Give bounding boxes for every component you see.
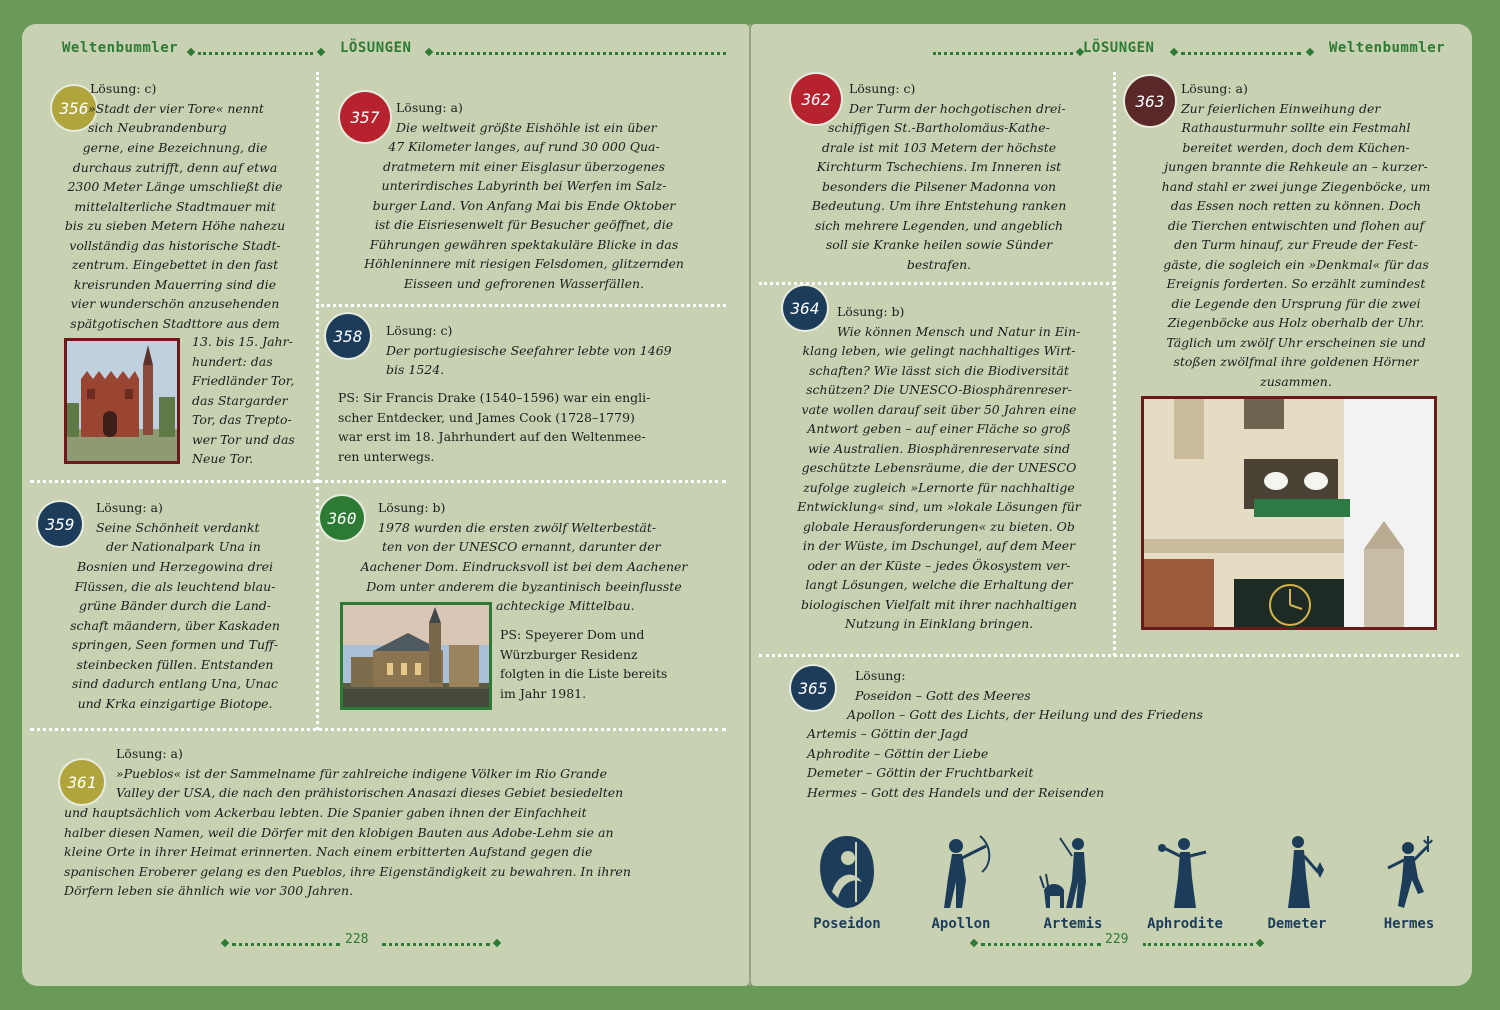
entry-360-line: ten von der UNESCO ernannt, darunter der [382, 539, 661, 554]
entry-357-line: Die weltweit größte Eishöhle ist ein über [396, 119, 657, 135]
god-aphrodite [1143, 832, 1227, 932]
entry-358-ps-line: ren unterwegs. [338, 448, 435, 464]
entry-364-line: vate wollen darauf seit über 50 Jahren eine [801, 401, 1077, 417]
god-poseidon [805, 832, 889, 932]
entry-360-head [378, 498, 718, 557]
entry-356-line: zentrum. Eingebettet in den fast [71, 257, 279, 272]
entry-361-line: »Pueblos« ist der Sammelname für zahlreiche indigene Völker im Rio Grande [116, 765, 607, 781]
god-artemis [1031, 832, 1115, 932]
divider-horizontal [30, 480, 726, 483]
entry-361-head [116, 744, 726, 803]
entry-360-line: Aachener Dom. Eindrucksvoll ist bei dem Aachener [360, 559, 688, 574]
entry-357-line: Eisseen und gefrorenen Wasserfällen. [403, 275, 645, 291]
artemis-icon [1038, 832, 1108, 912]
entry-363-line: Täglich um zwölf Uhr erscheinen sie und [1166, 334, 1426, 350]
entry-356-wrap [192, 332, 316, 469]
entry-356-line: hundert: das [192, 353, 273, 369]
aphrodite-icon [1150, 832, 1220, 912]
entry-365-head [855, 666, 1235, 705]
entry-359-line: springen, Seen formen und Tuff- [71, 637, 279, 652]
header-dots [436, 52, 726, 55]
entry-365-label: Lösung: [855, 668, 906, 683]
entry-363-line: stoßen zwölfmal ihre goldenen Hörner [1173, 354, 1419, 369]
entry-362-head [849, 79, 1109, 118]
entry-363-body [1121, 118, 1471, 391]
entry-badge-356: 356 [52, 86, 96, 130]
entry-357-line: burger Land. Von Anfang Mai bis Ende Oktober [372, 197, 676, 213]
entry-362-line: sich mehrere Legenden, und angeblich [814, 217, 1064, 233]
entry-362-body [765, 118, 1113, 274]
entry-356-line: 13. bis 15. Jahr- [192, 334, 293, 349]
god-name: Aphrodite [1147, 916, 1223, 932]
entry-359-body [30, 557, 320, 713]
photo-town-hall-clock [1141, 396, 1437, 630]
entry-363-line: das Essen noch retten zu können. Doch [1170, 198, 1422, 213]
entry-363-head [1181, 79, 1461, 118]
entry-364-line: Entwicklung« sind, um »lokale Lösungen für [797, 499, 1081, 514]
entry-364-line: in der Wüste, im Dschungel, auf dem Meer [802, 538, 1076, 553]
photo-neubrandenburg-gate [64, 338, 180, 464]
footer-dots [1143, 943, 1253, 946]
entry-357-body [322, 137, 726, 293]
entry-361-line: Dörfern leben sie ähnlich wie vor 300 Jahren. [64, 883, 354, 898]
entry-365-body [807, 724, 1307, 802]
entry-badge-359: 359 [38, 502, 82, 546]
entry-363-label: Lösung: a) [1181, 81, 1248, 96]
entry-357-head [396, 98, 696, 137]
entry-359-line: schaft mäandern, über Kaskaden [70, 617, 280, 633]
right-section-title: LÖSUNGEN [1083, 40, 1155, 56]
header-ornament [1170, 48, 1178, 56]
entry-358-head [386, 321, 716, 380]
header-dots [198, 52, 313, 55]
entry-363-line: hand stahl er zwei junge Ziegenböcke, um [1161, 178, 1431, 194]
entry-356-line: sich Neubrandenburg [88, 120, 227, 135]
hermes-icon [1374, 832, 1444, 912]
entry-364-line: globale Herausforderungen« zu bieten. Ob [803, 518, 1075, 534]
entry-365-line: Apollon – Gott des Lichts, der Heilung und des Friedens [847, 707, 1203, 722]
footer-ornament [970, 939, 978, 947]
entry-358-line: bis 1524. [386, 362, 445, 377]
entry-359-line: Flüssen, die als leuchtend blau- [74, 578, 276, 594]
entry-357-line: dratmetern mit einer Eisglasur überzogenes [383, 158, 665, 174]
entry-363-line: jungen brannte die Rehkeule an – kurzer- [1164, 159, 1428, 174]
entry-356-line: gerne, eine Bezeichnung, die [82, 140, 268, 155]
entry-361-line: spanischen Eroberer gelang es den Pueblos, ihre Eigenständigkeit zu bewahren. In ihren [64, 863, 631, 879]
footer-dots [232, 943, 340, 946]
entry-356-line: mittelalterliche Stadtmauer mit [74, 198, 276, 214]
god-hermes [1367, 832, 1451, 932]
entry-360-line: achteckige Mittelbau. [496, 598, 635, 613]
entry-362-line: soll sie Kranke heilen sowie Sünder [825, 237, 1053, 252]
entry-364-head [837, 302, 1107, 341]
entry-363-line: den Turm hinauf, zur Freude der Fest- [1174, 237, 1418, 252]
entry-badge-361: 361 [60, 760, 104, 804]
entry-362-line: bestrafen. [906, 256, 972, 272]
entry-356-line: wer Tor und das [192, 431, 295, 447]
entry-356-line: 2300 Meter Länge umschließt die [67, 179, 283, 194]
entry-365-line: Poseidon – Gott des Meeres [855, 687, 1031, 703]
entry-356-label: Lösung: c) [90, 81, 157, 96]
entry-363-line: zusammen. [1260, 373, 1332, 389]
entry-362-line: schiffigen St.-Bartholomäus-Kathe- [828, 120, 1050, 135]
demeter-icon [1262, 832, 1332, 912]
entry-356-line: vier wunderschön anzusehenden [70, 296, 280, 311]
entry-358-label: Lösung: c) [386, 323, 453, 338]
entry-364-line: oder an der Küste – jedes Ökosystem ver- [807, 557, 1071, 573]
header-dots [933, 52, 1073, 55]
entry-356-line: spätgotischen Stadttore aus dem [70, 315, 280, 331]
entry-360-tail [496, 596, 726, 616]
apollon-icon [926, 832, 996, 912]
entry-356-line: bis zu sieben Metern Höhe nahezu [64, 218, 286, 233]
divider-horizontal [759, 654, 1459, 657]
entry-360-label: Lösung: b) [378, 500, 446, 515]
god-name: Demeter [1267, 916, 1327, 932]
entry-365-line: Hermes – Gott des Handels und der Reisenden [807, 784, 1105, 800]
gate-illustration [67, 341, 177, 461]
entry-360-ps-line: im Jahr 1981. [500, 685, 587, 701]
entry-356-line: kreisrunden Mauerring sind die [73, 276, 277, 292]
entry-356-line: durchaus zutrifft, denn auf etwa [72, 159, 278, 175]
god-name: Poseidon [813, 916, 881, 932]
entry-364-line: langt Lösungen, welche die Erhaltung der [805, 577, 1073, 592]
header-dots [1181, 52, 1301, 55]
right-running-title: Weltenbummler [1329, 40, 1446, 56]
entry-363-line: bereitet werden, doch dem Küchen- [1182, 139, 1410, 155]
entry-363-line: Rathausturmuhr sollte ein Festmahl [1181, 120, 1411, 135]
entry-364-line: Wie können Mensch und Natur in Ein- [837, 323, 1081, 339]
entry-357-line: Führungen gewähren spektakuläre Blicke in das [369, 236, 679, 252]
entry-358-line: Der portugiesische Seefahrer lebte von 1469 [386, 342, 672, 358]
divider-vertical [1113, 72, 1116, 656]
entry-358-ps [338, 388, 718, 466]
footer-dots [981, 943, 1101, 946]
entry-364-line: schützen? Die UNESCO-Biosphärenreser- [806, 382, 1072, 397]
entry-358-ps-line: scher Entdecker, und James Cook (1728–1779) [338, 409, 635, 425]
entry-359-label: Lösung: a) [96, 500, 163, 515]
entry-362-label: Lösung: c) [849, 81, 916, 96]
entry-356-line: »Stadt der vier Tore« nennt [88, 100, 264, 116]
entry-364-line: wie Australien. Biosphärenreservate sind [808, 440, 1070, 456]
entry-359-line: steinbecken füllen. Entstanden [76, 656, 274, 672]
entry-357-label: Lösung: a) [396, 100, 463, 115]
entry-359-head [96, 498, 316, 557]
entry-badge-360: 360 [320, 496, 364, 540]
header-ornament [1306, 48, 1314, 56]
god-name: Apollon [931, 916, 991, 932]
entry-356-line: Friedländer Tor, [192, 373, 295, 388]
cathedral-illustration [343, 605, 489, 707]
entry-360-ps-line: folgten in die Liste bereits [500, 666, 668, 681]
divider-horizontal [316, 304, 726, 307]
entry-badge-358: 358 [326, 314, 370, 358]
footer-ornament [221, 939, 229, 947]
photo-aachen-cathedral [340, 602, 492, 710]
entry-363-line: gäste, die sogleich ein »Denkmal« für das [1163, 256, 1429, 272]
god-name: Artemis [1043, 916, 1103, 932]
entry-361-label: Lösung: a) [116, 746, 183, 761]
entry-360-ps [500, 625, 720, 703]
entry-364-body [765, 341, 1113, 634]
entry-364-line: biologischen Vielfalt mit ihrer nachhaltigen [801, 596, 1077, 612]
entry-356-line: Neue Tor. [192, 451, 254, 466]
entry-357-line: ist die Eisriesenwelt für Besucher geöffnet, die [374, 217, 674, 232]
entry-365-apollon [847, 705, 1347, 725]
entry-358-ps-line: PS: Sir Francis Drake (1540–1596) war ein engli- [338, 390, 651, 405]
entry-357-line: 47 Kilometer langes, auf rund 30 000 Qua- [388, 139, 660, 154]
entry-badge-363: 363 [1125, 76, 1175, 126]
entry-360-body [322, 557, 726, 596]
entry-364-line: klang leben, wie gelingt nachhaltiges Wirt- [802, 343, 1076, 358]
left-page [22, 24, 749, 986]
entry-362-line: besonders die Pilsener Madonna von [821, 178, 1057, 194]
entry-357-line: Höhleninnere mit riesigen Felsdomen, glitzernden [364, 256, 684, 271]
entry-362-line: Kirchturm Tschechiens. Im Inneren ist [816, 159, 1062, 174]
entry-362-line: drale ist mit 103 Metern der höchste [821, 139, 1057, 155]
entry-363-line: Zur feierlichen Einweihung der [1181, 100, 1381, 116]
entry-badge-365: 365 [791, 666, 835, 710]
entry-359-line: Bosnien und Herzegowina drei [76, 559, 273, 574]
god-demeter [1255, 832, 1339, 932]
entry-359-line: sind dadurch entlang Una, Unac [72, 676, 278, 691]
entry-365-line: Demeter – Göttin der Fruchtbarkeit [807, 765, 1034, 780]
entry-361-line: und hauptsächlich vom Ackerbau lebten. Die Spanier gaben ihnen der Einfachheit [64, 805, 587, 820]
divider-horizontal [759, 282, 1115, 285]
entry-364-line: Antwort geben – auf einer Fläche so groß [807, 421, 1071, 436]
entry-358-ps-line: war erst im 18. Jahrhundert auf den Weltenmee- [338, 429, 646, 444]
entry-359-line: der Nationalpark Una in [106, 539, 261, 554]
entry-badge-357: 357 [340, 92, 390, 142]
entry-361-line: kleine Orte in ihrer Heimat erinnerten. Nach einem erbitterten Aufstand gegen die [64, 844, 593, 859]
entry-364-line: zufolge zugleich »Lernorte für nachhaltige [803, 479, 1075, 495]
entry-360-line: Dom unter anderem die byzantinisch beeinflusste [366, 578, 682, 594]
entry-363-line: die Legende den Ursprung für die zwei [1171, 295, 1421, 311]
entry-badge-364: 364 [783, 286, 827, 330]
footer-ornament [1256, 939, 1264, 947]
entry-359-line: Seine Schönheit verdankt [96, 519, 260, 535]
entry-360-line: 1978 wurden die ersten zwölf Welterbestät- [378, 519, 657, 535]
left-running-title: Weltenbummler [62, 40, 179, 56]
right-page [751, 24, 1472, 986]
entry-359-line: grüne Bänder durch die Land- [79, 598, 271, 613]
left-section-title: LÖSUNGEN [340, 40, 412, 56]
god-apollon [919, 832, 1003, 932]
entry-badge-362: 362 [791, 74, 841, 124]
entry-356-line: das Stargarder [192, 392, 288, 408]
header-ornament [317, 48, 325, 56]
entry-356 [78, 79, 314, 138]
header-ornament [425, 48, 433, 56]
entry-364-label: Lösung: b) [837, 304, 905, 319]
entry-364-line: geschützte Lebensräume, die der UNESCO [801, 460, 1077, 475]
god-name: Hermes [1383, 916, 1435, 932]
entry-361-line: Valley der USA, die nach den prähistorischen Anasazi dieses Gebiet besiedelten [116, 785, 624, 800]
entry-359-line: und Krka einzigartige Biotope. [77, 695, 273, 711]
footer-dots [382, 943, 490, 946]
footer-ornament [493, 939, 501, 947]
poseidon-icon [812, 832, 882, 912]
entry-360-ps-line: PS: Speyerer Dom und [500, 627, 645, 642]
entry-356-body [30, 138, 320, 333]
entry-365-line: Artemis – Göttin der Jagd [807, 726, 969, 741]
entry-364-line: schaften? Wie lässt sich die Biodiversität [809, 362, 1069, 378]
entry-357-line: unterirdisches Labyrinth bei Werfen im Salz- [381, 178, 667, 193]
entry-363-line: Ziegenböcke aus Holz oberhalb der Uhr. [1167, 315, 1425, 330]
page-number-right: 229 [1105, 932, 1129, 947]
page-number-left: 228 [345, 932, 369, 947]
entry-363-line: die Tierchen entwischten und flohen auf [1167, 217, 1425, 233]
entry-362-line: Der Turm der hochgotischen drei- [849, 100, 1066, 116]
entry-363-line: Ereignis forderten. So erzählt zumindest [1166, 276, 1426, 291]
entry-360-ps-line: Würzburger Residenz [500, 646, 638, 662]
entry-362-line: Bedeutung. Um ihre Entstehung ranken [811, 198, 1067, 213]
entry-361-body [64, 803, 726, 901]
entry-365-line: Aphrodite – Göttin der Liebe [807, 745, 989, 761]
entry-364-line: Nutzung in Einklang bringen. [844, 616, 1034, 631]
entry-356-line: vollständig das historische Stadt- [69, 237, 281, 253]
header-ornament [187, 48, 195, 56]
entry-361-line: halber diesen Namen, weil die Dörfer mit den klobigen Bauten aus Adobe-Lehm sie an [64, 824, 614, 840]
clock-tower-illustration [1144, 399, 1434, 627]
divider-horizontal [30, 728, 726, 731]
entry-356-line: Tor, das Trepto- [192, 412, 292, 427]
